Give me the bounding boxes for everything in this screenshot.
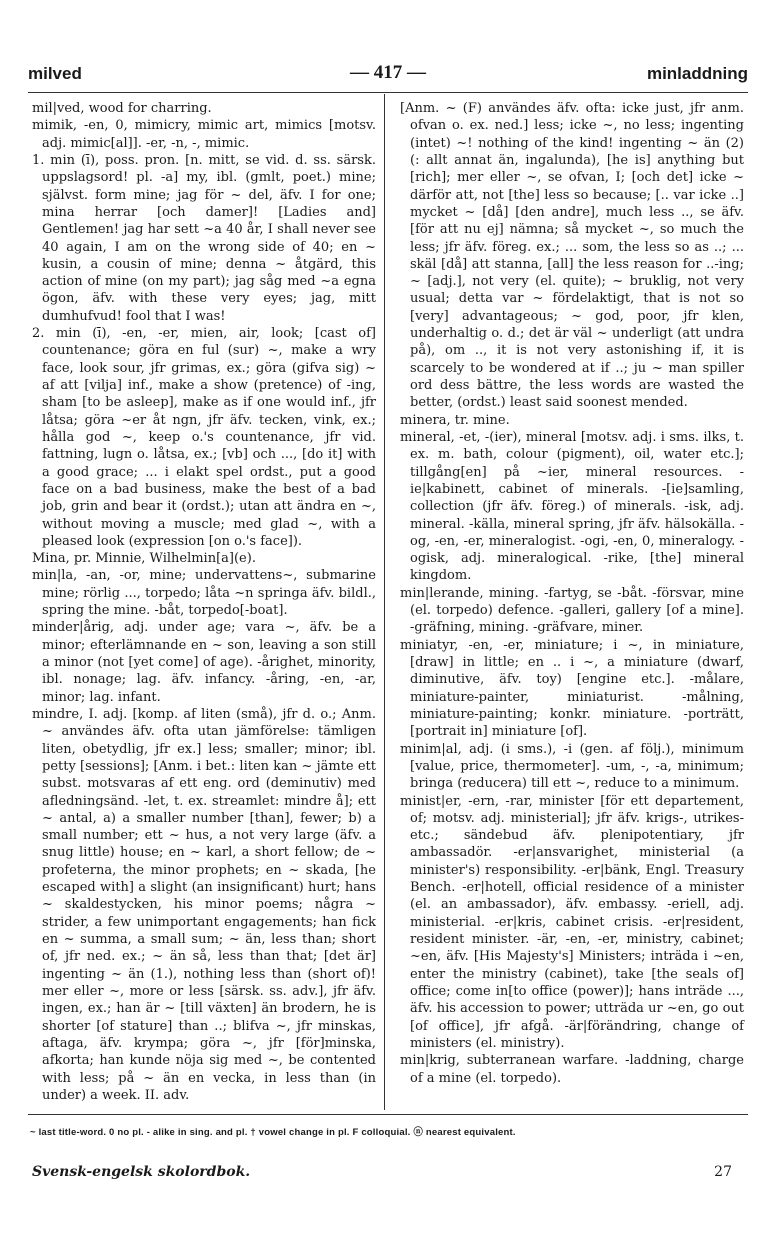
entry-min-2: 2. min (ī), -en, -er, mien, air, look; [cast of] countenance; göra en ful (sur) ~, make a wry face, look sour, jfr grimas, ex.; göra (gifva sig) ~ af att [vilja] inf., make a show (pretence) of -ing, sham [to be asleep], make as if one would inf., jfr låtsa; göra ~er åt ngn, jfr äfv. tecken, vink, ex.; hålla god ~, keep o.'s countenance, jfr vid. fattning, lugn o. låtsa, ex.; [vb] och ..., [do it] with a good grace; ... i elakt spel ordst., put a good face on a bad business, make the best of a bad job, grin and bear it (ordst.); utan att ändra en ~, without moving a muscle; med glad ~, with a pleased look (expression [on o.'s face]). bbox=[32, 326, 376, 549]
entry-mina: Mina, pr. Minnie, Wilhelmin[a](e). bbox=[32, 551, 256, 567]
page-header bbox=[28, 60, 748, 88]
entry-minister: minist|er, -ern, -rar, minister [för ett departement, of; motsv. adj. ministerial]; jfr äfv. krigs-, utrikes- etc.; sändebud äfv. plenipotentiary, jfr ambassadör. -er|ansvarighet, ministerial (a minister's) responsibility. -er|bänk, Engl. Treasury Bench. -er|hotell, official residence of a minister (el. an ambassador), äfv. embassy. -eriell, adj. ministerial. -er|kris, cabinet crisis. -er|resident, resident minister. -är, -en, -er, ministry, cabinet; ~en, äfv. [His Majesty's] Ministers; inträda i ~en, enter the ministry (cabinet), take [the seals of] office; come in[to office (power)]; hans inträde ..., äfv. his accession to power; utträda ur ~en, go out [of office], jfr afgå. -är|förändring, change of ministers (el. ministry). bbox=[400, 793, 744, 1051]
book-title: Svensk-engelsk skolordbok. bbox=[32, 1164, 251, 1180]
right-running-head: minladdning bbox=[646, 64, 748, 83]
entry-minkrig: min|krig, subterranean warfare. -laddning, charge of a mine (el. torpedo). bbox=[400, 1053, 744, 1086]
footer-rule bbox=[28, 1114, 748, 1115]
entry-mindre: mindre, I. adj. [komp. af liten (små), jfr d. o.; Anm. ~ användes äfv. ofta utan jämförelse: tämligen liten, obetydlig, jfr ex.] less; smaller; minor; ibl. petty [sessions]; [Anm. i bet.: liten kan ~ jämte ett subst. motsvaras af ett eng. ord (deminutiv) med afledningsänd. -let, t. ex. streamlet: mindre å]; ett ~ antal, a) a smaller number [than], fewer; b) a small number; ett ~ hus, a not very large (äfv. a snug little) house; en ~ karl, a short fellow; de ~ profeterna, the minor prophets; en ~ skada, [he escaped with] a slight (an insignificant) hurt; hans ~ skaldestycken, his minor poems; några ~ strider, a few unimportant engagements; han fick en ~ summa, a small sum; ~ än, less than; short of, jfr ned. ex.; ~ än så, less than that; [det är] ingenting ~ än (1.), nothing less than (short of)! mer eller ~, more or less [särsk. ss. adv.], jfr äfv. ingen, ex.; han är ~ [till växten] än brodern, he is shorter [of stature] than ..; blifva ~, jfr minskas, aftaga, äfv. krympa; göra ~, jfr [för]minska, afkorta; han kunde nöja sig med ~, be contented with less; på ~ än en vecka, in less than (in under) a week. II. adv. bbox=[32, 706, 376, 1103]
entry-minla: min|la, -an, -or, mine; undervattens~, submarine mine; rörlig ..., torpedo; låta ~n springa äfv. bildl., spring the mine. -båt, torpedo[-boat]. bbox=[32, 568, 376, 619]
page-number: — 417 — bbox=[350, 62, 426, 83]
left-running-head: milved bbox=[28, 64, 82, 83]
right-column bbox=[400, 100, 744, 1087]
entry-milved: mil|ved, wood for charring. bbox=[32, 101, 212, 116]
column-divider bbox=[384, 94, 385, 1110]
entry-mineral: mineral, -et, -(ier), mineral [motsv. adj. i sms. ilks, t. ex. m. bath, colour (pigment), oil, water etc.]; tillgång[en] på ~ier, mineral resources. -ie|kabinett, cabinet of minerals. -[ie]samling, collection (jfr äfv. föreg.) of minerals. -isk, adj. mineral. -källa, mineral spring, jfr äfv. hälsokälla. -og, -en, -er, mineralogist. -ogi, -en, 0, mineralogy. -ogisk, adj. mineralogical. -rike, [the] mineral kingdom. bbox=[400, 429, 744, 584]
entry-minera: minera, tr. mine. bbox=[400, 412, 510, 428]
entry-min-1: 1. min (ī), poss. pron. [n. mitt, se vid. d. ss. särsk. uppslagsord! pl. -a] my, ibl. (gmlt, poet.) mine; självst. form mine; jag för ~ del, äfv. I for one; mina herrar [och damer]! [Ladies and] Gentlemen! jag har sett ~a 40 år, I shall never see 40 again, I am on the wrong side of 40; en ~ kusin, a cousin of mine; denna ~ åtgärd, this action of mine (on my part); jag såg med ~a egna ögon, äfv. with these very eyes; jag, mitt dumhufvud! fool that I was! bbox=[32, 152, 376, 324]
header-rule bbox=[28, 92, 748, 93]
entry-minimal: minim|al, adj. (i sms.), -i (gen. af följ.), minimum [value, price, thermometer]. -um, -, -a, minimum; bringa (reducera) till ett ~, reduce to a minimum. bbox=[400, 741, 744, 792]
signature-number: 27 bbox=[714, 1164, 732, 1180]
entry-minlerande: min|lerande, mining. -fartyg, se -båt. -försvar, mine (el. torpedo) defence. -galleri, gallery [of a mine]. -gräfning, mining. -gräfvare, miner. bbox=[400, 585, 744, 636]
symbol-legend: ~ last title-word. 0 no pl. - alike in sing. and pl. † vowel change in pl. F colloquial. ⓝ nearest equivalent. bbox=[30, 1127, 516, 1138]
entry-mindre-cont: [Anm. ~ (F) användes äfv. ofta: icke just, jfr anm. ofvan o. ex. ned.] less; icke ~, no less; ingenting (intet) ~! nothing of the kind! ingenting ~ än (2) (: allt annat än, ingalunda), [he is] anything but [rich]; mer eller ~, se ofvan, I; [och det] icke ~ därför att, not [the] less so because; [.. var icke ..] mycket ~ [då] [den andre], much less .., se äfv. [för att nu ej] nämna; så mycket ~, so much the less; jfr äfv. föreg. ex.; ... som, the less so as ..; ... skäl [då] att stanna, [all] the less reason for ..-ing; ~ [adj.], not very (el. quite); ~ bruklig, not very usual; detta var ~ fördelaktigt, that is not so [very] advantageous; ~ god, poor, jfr klen, underhaltig o. d.; det är väl ~ underligt (att undra på), om .., it is not very astonishing if, it is scarcely to be wondered at if ..; ju ~ man spiller ord dess bättre, the less words are wasted the better, (ordst.) least said soonest mended. bbox=[400, 101, 744, 411]
entry-mimik: mimik, -en, 0, mimicry, mimic art, mimics [motsv. adj. mimic[al]]. -er, -n, -, mimic. bbox=[32, 118, 376, 151]
left-column bbox=[32, 100, 376, 1104]
entry-minderarig: minder|årig, adj. under age; vara ~, äfv. be a minor; efterlämnande en ~ son, leaving a son still a minor (not [yet come] of age). -årighet, minority, ibl. nonage; lag. äfv. infancy. -åring, -en, -ar, minor; lag. infant. bbox=[32, 620, 376, 705]
entry-miniatyr: miniatyr, -en, -er, miniature; i ~, in miniature, [draw] in little; en .. i ~, a miniature (dwarf, diminutive, äfv. toy) [engine etc.]. -målare, miniature-painter, miniaturist. -målning, miniature-painting; konkr. miniature. -porträtt, [portrait in] miniature [of]. bbox=[400, 637, 744, 740]
